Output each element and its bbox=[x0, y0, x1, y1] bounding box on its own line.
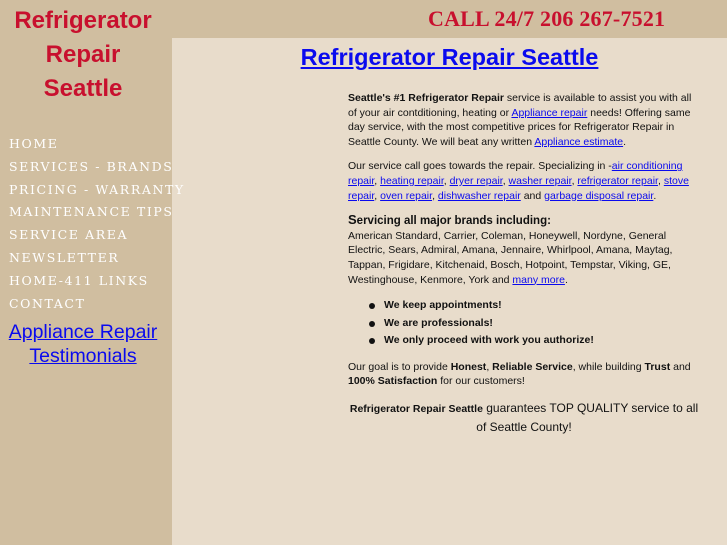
nav-newsletter[interactable]: NEWSLETTER bbox=[9, 249, 120, 265]
goal-text: , while building bbox=[572, 360, 645, 373]
intro-text: service is available to assist you with all of your air contditioning, heating or bbox=[348, 92, 692, 119]
nav-pricing-warranty[interactable]: PRICING - WARRANTY bbox=[9, 181, 185, 197]
separator: , bbox=[432, 189, 438, 202]
nav-services-brands[interactable]: SERVICES - BRANDS bbox=[9, 158, 174, 174]
nav-service-area[interactable]: SERVICE AREA bbox=[9, 227, 129, 243]
refrigerator-repair-link[interactable]: refrigerator repair bbox=[577, 174, 658, 187]
guarantee-bold: Refrigerator Repair Seattle bbox=[349, 402, 483, 415]
separator: , bbox=[502, 174, 509, 187]
logo-line: Repair bbox=[45, 41, 121, 68]
list-item: We keep appointments! bbox=[384, 297, 700, 315]
features-list bbox=[348, 297, 700, 350]
heating-repair-link[interactable]: heating repair bbox=[380, 174, 444, 187]
separator: and bbox=[520, 189, 545, 202]
brands-heading-text: ervicing all major brands including: bbox=[356, 215, 551, 228]
intro-text: needs! Offering same day service, with the most competitive prices for Refrigerator Repair in Seattle County. We will beat any written bbox=[348, 106, 691, 148]
list-item: We only proceed with work you authorize! bbox=[384, 332, 700, 350]
main-nav bbox=[9, 133, 185, 315]
brands-heading-initial: S bbox=[348, 212, 357, 228]
separator: , bbox=[657, 174, 664, 187]
page-title-link[interactable]: Refrigerator Repair Seattle bbox=[300, 44, 599, 70]
ac-repair-link[interactable]: air conditioning repair bbox=[348, 160, 683, 187]
separator: . bbox=[564, 273, 568, 286]
goal-bold: Honest bbox=[450, 360, 487, 373]
guarantee-text: guarantees TOP QUALITY service to all of Seattle County! bbox=[476, 400, 699, 434]
nav-contact[interactable]: CONTACT bbox=[9, 295, 86, 311]
page-title bbox=[172, 44, 727, 71]
oven-repair-link[interactable]: oven repair bbox=[380, 189, 433, 202]
goal-text: and bbox=[670, 360, 691, 373]
brands-text: American Standard, Carrier, Coleman, Honeywell, Nordyne, General Electric, Sears, Admiral, Amana, Jennaire, Whirlpool, Amana, Maytag, Tappan, Frigidare, Kitchenaid, Bosch, Hotpoint, Tempstar, Viking, GE, Westinghouse, Kenmore, York and bbox=[348, 229, 673, 286]
goal-bold: Reliable Service bbox=[492, 360, 573, 373]
separator: . bbox=[653, 189, 657, 202]
guarantee-statement bbox=[348, 399, 700, 436]
intro-text: . bbox=[623, 135, 627, 148]
testimonials-link-block bbox=[0, 320, 166, 368]
service-text: Our service call goes towards the repair. Specializing in - bbox=[348, 160, 612, 173]
logo-line: Seattle bbox=[43, 75, 123, 102]
goal-paragraph bbox=[348, 360, 700, 389]
appliance-repair-inline-link[interactable]: Appliance repair bbox=[511, 106, 588, 119]
goal-text: Our goal is to provide bbox=[348, 360, 451, 373]
service-paragraph bbox=[348, 159, 700, 203]
stove-repair-link[interactable]: stove repair bbox=[348, 174, 689, 202]
goal-bold: 100% Satisfaction bbox=[348, 375, 438, 388]
separator: , bbox=[374, 189, 381, 202]
testimonials-link[interactable]: Testimonials bbox=[29, 345, 137, 367]
garbage-disposal-repair-link[interactable]: garbage disposal repair bbox=[544, 189, 654, 202]
washer-repair-link[interactable]: washer repair bbox=[508, 174, 572, 187]
intro-paragraph bbox=[348, 91, 700, 149]
separator: , bbox=[571, 174, 578, 187]
many-more-link[interactable]: many more bbox=[512, 273, 565, 286]
site-logo[interactable] bbox=[0, 4, 166, 106]
logo-line: Refrigerator bbox=[14, 7, 152, 34]
nav-home-411-links[interactable]: HOME-411 LINKS bbox=[9, 272, 149, 288]
nav-maintenance-tips[interactable]: MAINTENANCE TIPS bbox=[9, 204, 174, 220]
separator: , bbox=[374, 174, 381, 187]
dishwasher-repair-link[interactable]: dishwasher repair bbox=[437, 189, 521, 202]
dryer-repair-link[interactable]: dryer repair bbox=[449, 174, 503, 187]
brands-heading bbox=[348, 213, 700, 229]
goal-bold: Trust bbox=[644, 360, 671, 373]
goal-text: for our customers! bbox=[437, 375, 525, 388]
appliance-repair-link[interactable]: Appliance Repair bbox=[8, 321, 158, 343]
appliance-estimate-link[interactable]: Appliance estimate bbox=[534, 135, 624, 148]
intro-bold: Seattle's #1 Refrigerator Repair bbox=[348, 92, 504, 104]
list-item: We are professionals! bbox=[384, 315, 700, 333]
goal-text: , bbox=[486, 360, 493, 373]
brands-list bbox=[348, 229, 700, 287]
nav-home[interactable]: HOME bbox=[9, 136, 59, 151]
call-phone-banner: CALL 24/7 206 267-7521 bbox=[428, 6, 666, 31]
content-body bbox=[348, 91, 700, 436]
separator: , bbox=[443, 174, 450, 187]
